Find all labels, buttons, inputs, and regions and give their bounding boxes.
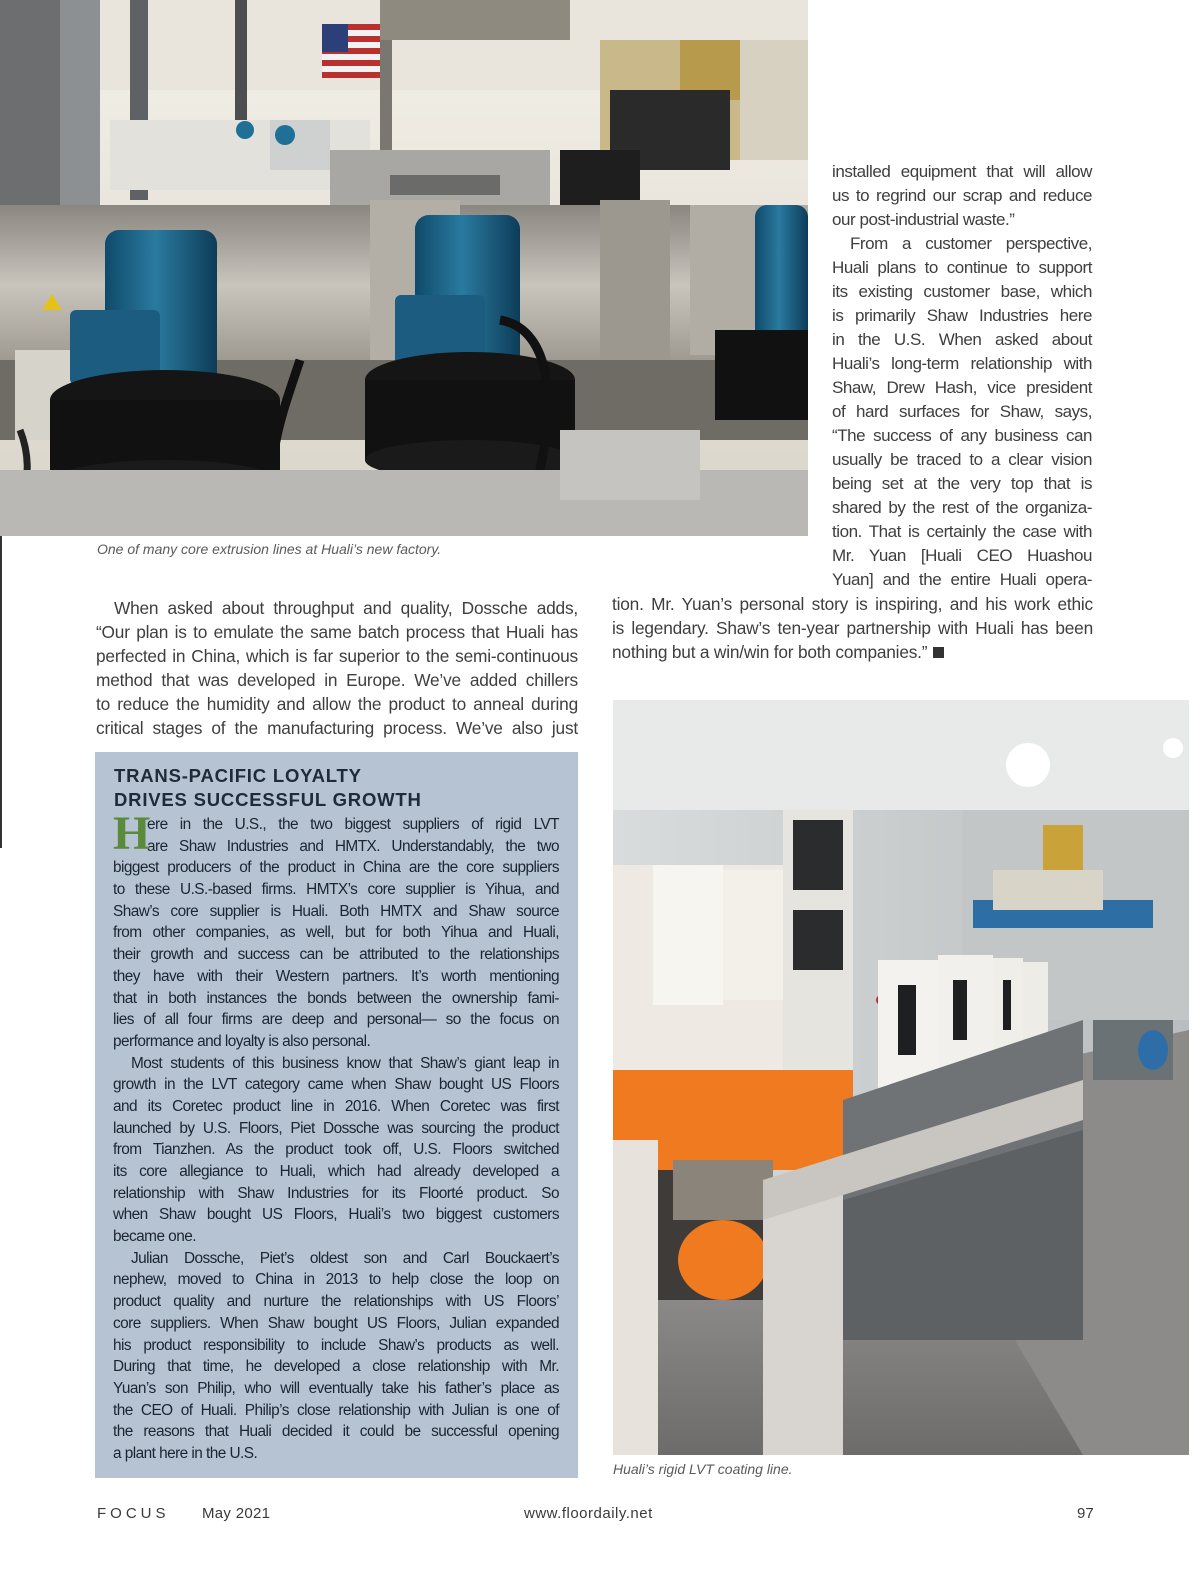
text-line — [612, 640, 1093, 664]
text-line: When asked about throughput and quality, Dossche adds, — [114, 598, 578, 618]
extrusion-line-image — [0, 0, 808, 536]
text-line: Huali plans to continue to support — [832, 258, 1092, 277]
sidebar-line: Most students of this business know that Shaw’s giant leap in — [131, 1054, 559, 1072]
text-line: us to regrind our scrap and reduce — [832, 186, 1092, 205]
right-column-text — [832, 160, 1092, 592]
text-line: method that was developed in Europe. We’ve added chillers — [96, 670, 578, 690]
sidebar-body — [113, 807, 559, 1465]
sidebar-line: to these U.S.-based firms. HMTX’s core supplier is Yihua, and — [113, 881, 559, 899]
sidebar-line: performance and loyalty is also personal. — [113, 1032, 371, 1050]
sidebar-line: Shaw’s core supplier is Huali. Both HMTX and Shaw source — [113, 902, 559, 920]
right-column-continuation — [612, 592, 1093, 664]
text-line: its existing customer base, which — [832, 282, 1092, 301]
sidebar-line: they have with their Western partners. It’s worth mentioning — [113, 967, 559, 985]
sidebar-line: his product responsibility to include Shaw’s products as well. — [113, 1336, 559, 1354]
sidebar-line: During that time, he developed a close relationship with Mr. — [113, 1358, 559, 1376]
closing-quote-text: nothing but a win/win for both companies.” — [612, 642, 928, 662]
text-line: being set at the very top that is — [832, 474, 1092, 493]
sidebar-line: a plant here in the U.S. — [113, 1444, 258, 1462]
coating-line-image — [613, 700, 1189, 1455]
sidebar-line: Julian Dossche, Piet’s oldest son and Carl Bouckaert’s — [131, 1249, 559, 1267]
sidebar-line: became one. — [113, 1228, 196, 1246]
text-line: in the U.S. When asked about — [832, 330, 1092, 349]
sidebar-line: relationship with Shaw Industries for its Floorté product. So — [113, 1184, 559, 1202]
sidebar-line: when Shaw bought US Floors, Huali’s two biggest customers — [113, 1206, 559, 1224]
left-column-text — [96, 596, 578, 740]
text-line: “The success of any business can — [832, 426, 1092, 445]
page-footer — [0, 1502, 1200, 1528]
sidebar-line: product quality and nurture the relationships with US Floors’ — [113, 1293, 559, 1311]
sidebar-line: Yuan’s son Philip, who will eventually take his father’s place as — [113, 1379, 559, 1397]
sidebar-title-line-2: DRIVES SUCCESSFUL GROWTH — [114, 789, 422, 810]
sidebar-line: ere in the U.S., the two biggest suppliers of rigid LVT — [147, 816, 559, 833]
text-line: Shaw, Drew Hash, vice president — [832, 378, 1092, 397]
left-margin-rule — [0, 536, 2, 848]
text-line: critical stages of the manufacturing process. We’ve also just — [96, 718, 578, 738]
sidebar-line: launched by U.S. Floors, Piet Dossche was sourcing the product — [113, 1119, 559, 1137]
extrusion-line-photo — [0, 0, 808, 536]
footer-page-number: 97 — [1077, 1505, 1094, 1522]
sidebar-line: are Shaw Industries and HMTX. Understandably, the two — [147, 837, 559, 855]
text-line: “Our plan is to emulate the same batch process that Huali has — [96, 622, 578, 642]
american-flag — [322, 24, 380, 78]
text-line: installed equipment that will allow — [832, 162, 1092, 181]
text-line: is legendary. Shaw’s ten-year partnership with Huali has been — [612, 618, 1093, 638]
sidebar-line: the reasons that Huali decided it could be successful opening — [113, 1423, 559, 1441]
text-line: perfected in China, which is far superior to the semi-continuous — [96, 646, 578, 666]
text-line: From a customer perspective, — [850, 234, 1092, 253]
text-line: our post-industrial waste.” — [832, 210, 1015, 229]
end-of-article-mark — [933, 647, 944, 658]
photo-caption-top: One of many core extrusion lines at Huali’s new factory. — [97, 541, 442, 557]
text-line: tion. Mr. Yuan’s personal story is inspiring, and his work ethic — [612, 594, 1093, 614]
sidebar-line: their growth and success can be attributed to the relationships — [113, 946, 559, 964]
text-line: shared by the rest of the organiza- — [832, 498, 1092, 517]
footer-issue-date: May 2021 — [202, 1505, 271, 1522]
text-line: usually be traced to a clear vision — [832, 450, 1092, 469]
text-line: of hard surfaces for Shaw, says, — [832, 402, 1092, 421]
coating-line-photo — [613, 700, 1189, 1455]
text-line: tion. That is certainly the case with — [832, 522, 1092, 541]
sidebar-title-line-1: TRANS-PACIFIC LOYALTY — [114, 765, 362, 786]
sidebar-line: lies of all four firms are deep and personal— so the focus on — [113, 1011, 559, 1029]
sidebar-dropcap: H — [113, 807, 151, 860]
sidebar-line: its core allegiance to Huali, which had already developed a — [113, 1163, 559, 1180]
photo-caption-bottom: Huali’s rigid LVT coating line. — [613, 1461, 793, 1477]
footer-magazine-name: FOCUS — [97, 1505, 170, 1522]
sidebar-line: biggest producers of the product in China are the core suppliers — [113, 859, 559, 877]
text-line: to reduce the humidity and allow the product to anneal during — [96, 694, 578, 714]
sidebar-line: that in both instances the bonds between the ownership fami- — [113, 989, 559, 1007]
sidebar-line: and its Coretec product line in 2016. When Coretec was first — [113, 1097, 559, 1115]
sidebar-box — [95, 752, 578, 1478]
sidebar-line: the CEO of Huali. Philip’s close relationship with Julian is one of — [113, 1401, 559, 1419]
sidebar-line: core suppliers. When Shaw bought US Floors, Julian expanded — [113, 1314, 559, 1332]
sidebar-title — [114, 764, 422, 812]
text-line: Yuan] and the entire Huali opera- — [832, 570, 1092, 589]
text-line: is primarily Shaw Industries here — [832, 306, 1092, 325]
text-line: Huali’s long-term relationship with — [832, 354, 1092, 373]
sidebar-line: nephew, moved to China in 2013 to help close the loop on — [113, 1271, 559, 1289]
footer-website-link[interactable]: www.floordaily.net — [524, 1505, 653, 1522]
sidebar-line: growth in the LVT category came when Shaw bought US Floors — [113, 1076, 559, 1094]
text-line: Mr. Yuan [Huali CEO Huashou — [832, 546, 1092, 565]
sidebar-line: from Tianzhen. As the product took off, U.S. Floors switched — [113, 1141, 559, 1159]
sidebar-line: from other companies, as well, but for both Yihua and Huali, — [113, 924, 559, 942]
